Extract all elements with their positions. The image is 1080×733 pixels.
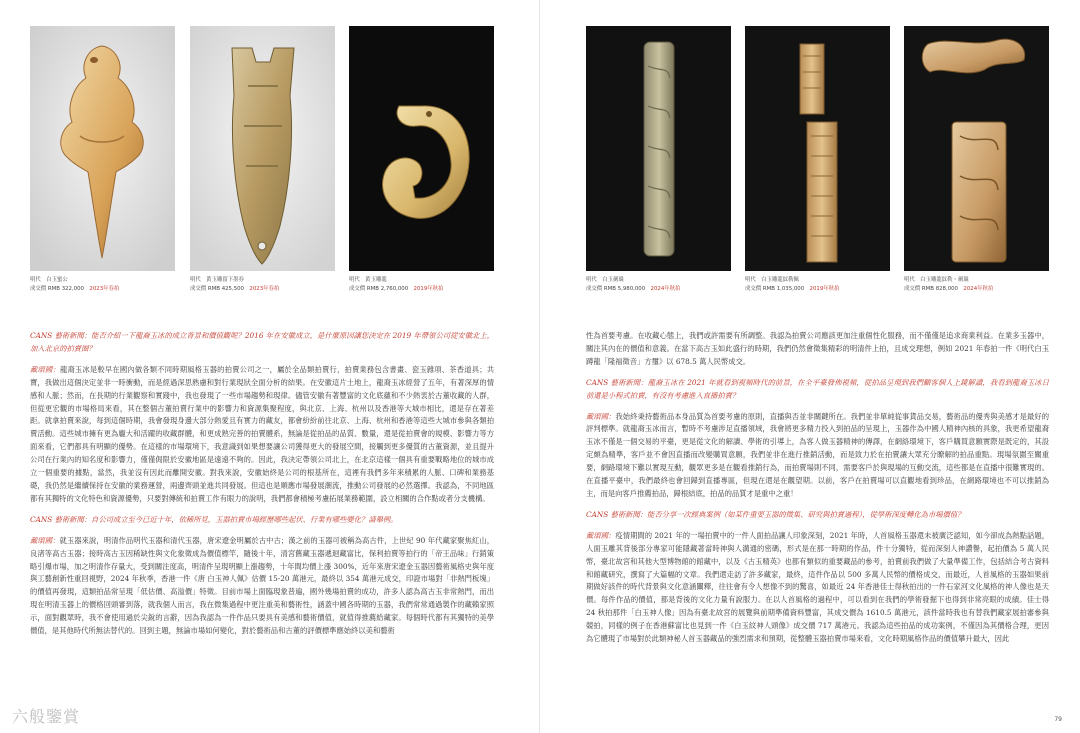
answer-1-speaker: 戴頌國：	[30, 364, 60, 374]
interview-question-1	[30, 330, 494, 356]
question-1-text: CANS 藝術新聞：能否介紹一下龍裔玉冰的成立背景和價值觀呢？2016 年在安徽成立，是什麼原因讓您決定在 2019 年帶領公司從安徽北上，加入北京的拍賣圈？	[30, 331, 494, 353]
caption-1-price-line	[30, 285, 119, 294]
question-2-text: CANS 藝術新聞：自公司成立至今已近十年，依稀所見，玉器拍賣市場經歷哪些起伏、行業有哪些變化？請舉例。	[30, 514, 398, 524]
right-article	[586, 330, 1049, 722]
caption-6-year: 2024年秋拍	[963, 285, 994, 292]
photo-jade-sword-slide	[586, 26, 731, 271]
jade-belt-ornament-image	[745, 26, 890, 271]
caption-4-price-line	[586, 285, 680, 294]
jade-dragon-carvings-image	[904, 26, 1049, 271]
right-page	[540, 0, 1080, 733]
interview-answer-1	[30, 364, 494, 506]
photo-jade-plaque	[190, 26, 335, 271]
interview-question-3	[586, 377, 1049, 403]
caption-1-title: 明代 白玉蜜公	[30, 277, 68, 283]
caption-4-price: 成交價 RMB 5,980,000	[586, 285, 646, 292]
caption-5-title: 明代 白玉雕龍紋勒佩	[745, 277, 799, 283]
caption-6-price: 成交價 RMB 828,000	[904, 285, 958, 292]
caption-5	[745, 276, 839, 293]
caption-1-year: 2023年春拍	[89, 285, 120, 292]
photo-jade-belt-ornament	[745, 26, 890, 271]
caption-1-price: 成交價 RMB 322,000	[30, 285, 84, 292]
caption-5-price: 成交價 RMB 1,035,000	[745, 285, 805, 292]
answer-4-speaker: 戴頌國：	[586, 530, 616, 540]
caption-3-price-line	[349, 285, 443, 294]
caption-6-title: 明代 白玉雕龍紋勒・劍璏	[904, 277, 969, 283]
caption-1	[30, 276, 119, 293]
caption-3-title: 明代 黃玉雕龍	[349, 277, 387, 283]
answer-1-text: 龍裔玉冰是較早在國內做各類不同時期風格玉器的拍賣公司之一，屬於全品類拍賣行，拍賣業務包含書畫、瓷玉雜項、茶香道具；共寶，我做出這個決定並非一時衝動，而是經過深思熟慮和對行業現狀全面分析的結果。在安徽這片土地上，龍裔玉冰經營了五年，有著深厚的情感和人脈；然而，在長期的行業觀察和實踐中，我也發現了一些市場趨勢和現律。儘管安徽有著豐富的文化底蘊和不少熱衷於古董收藏的人群，但從更宏觀的市場格局來看，其在整個古董拍賣行業中的影響力和資源集聚程度，與北京、上海、杭州以及香港等大城市相比，還是存在著差距。就拿拍賣來說，每到這個時期，我會發現身邊大部分熱愛且有實力的藏友，都會紛紛前往北京、上海、杭州和香港等這些大城市參與各類拍賣活動。這些城市擁有更為龐大和活躍的收藏群體，和更成熟完善的拍賣體系，無論是從拍品的品質、數量，還是從拍賣會的規模、影響力等方面來看，它們都具有明顯的優勢。在這樣的市場環境下，我意識到如果想要讓公司獲得更大的發展空間，接觸到更多優質的古董資源，並且提升公司在行業內的知名度和影響力，僅僅侷限於安徽地區是遠遠不夠的。因此，我決定帶領公司北上，在北京這樣一個具有重要戰略地位的城市成立一個重要的據點，當然，我並沒有因此而離開安徽。對我來說，安徽始終是公司的根基所在，這裡有我們多年來積累的人脈、口碑和業務基礎，我仍然是繼續保持在安徽的業務運營，兩邊齊頭並進共同發展。但這也是順應市場發展潮流，推動公司發展的必然選擇。我認為，不同地區都有其獨特的文化特色和資源優勢，只要對傳統和拍賣工作有眼力的說明，我們都會積極考慮拓展業務範圍，設立相關的合作點或者分支機構。	[30, 364, 494, 503]
photo-jade-dragon-carvings	[904, 26, 1049, 271]
question-4-text: CANS 藝術新聞：能否分享一次經典案例（如某件重要玉器的徵集、研究與拍賣過程），從學術深度轉化為市場價值？	[586, 509, 965, 519]
answer-continuation	[586, 330, 1049, 369]
caption-4-year: 2024年秋拍	[650, 285, 681, 292]
interview-question-4	[586, 509, 1049, 522]
photo-jade-figure-1	[30, 26, 175, 271]
photo-jade-dragon	[349, 26, 494, 271]
caption-2	[190, 276, 279, 293]
jade-dragon-image	[349, 26, 494, 271]
caption-4-title: 明代 白玉劍璏	[586, 277, 624, 283]
answer-4-text: 疫情期間的 2021 年的一場拍賣中的一件人面拍品讓人印象深刻，2021 年時，人首風格玉器還未被廣泛認知，如今卻成為熱點話題，人面玉雕其背後部分專家可能隱藏著當時神與人溝通的密碼，形式是在那一時期的作品，件十分獨特，從而深刻人神讚譽，起拍價為 5 萬人民幣，臺北故宮和其他大型博物館的館藏中，以及《古玉精英》也都有類似的重要藏品的參考，拍賣前我們做了大量準備工作，包括結合考古資料和館藏研究，撰寫了大篇幅的文章。我們還走訪了許多藏家，最終，這件作品以 500 多萬人民幣的價格成交，而最近，人首風格的玉器如果前期做好該件的時代背景與文化意涵闡釋，往往會有令人想像不到的驚喜，如最近 24 年香港佳士得秋拍出的一件石家河文化風格的神人像也是天價。每件作品的價值，都是背後的文化力量有說服力。在以人首風格的過程中，可以看到在我們的學術發掘下也得到非常亮眼的成績。佳士得 24 秋拍那件「白玉神人像」因為有臺北故宮的展覽與前期準備資料豐富，其成交價為 1610.5 萬港元，該件當時我也有替我們藏家展拍審參與競拍，同樣的例子在香港蘇富比也見到一件《白玉紋神人頭像》成交價 717 萬港元。我認為這些拍品的成功案例，不僅因為其價格合理，更因為它體現了市場對於此類神秘人首玉器藏品的強烈需求和預期，從整體玉器拍賣市場來看，文化時期風格作品的價值攀升最大，因此	[586, 530, 1049, 644]
answer-3-text: 我始終秉持藝術品本身品質為首要考慮的原則，直播與否並非關鍵所在。我們並非單純從事貨品交易，藝術品的優秀與美感才是最好的評判標準。就龍裔玉冰而言，暫時不考慮涉足直播領域，我會將更多精力投入到拍品的呈現上，玉器作為中國人精神內核的具象，我更希望龍裔玉冰不僅是一個交易的平臺，更是從文化的解讀、學術的引導上，為客人做玉器精神的傳譯，在網絡環境下，客戶購買意願實際是既定的，其設定頗為精準，客戶並不會因直播而改變購買意願，我們並非在進行推銷活動，而是致力於在拍賣讓大眾充分瞭解的拍品重點。現場氛圍至關重要，網路環境下難以實現互動，觀眾更多是在觀看推銷行為，而拍賣場則不同，需要客戶於與現場的互動交流，這些都是在直播中很難實現的。在直播平臺中，我們最終也會回歸到直播專區，但現在還是在觀望期。以前，客戶在拍賣場可以直觀地看到珍品，在網路環境也不可以推銷為主，而是向客戶推薦拍品，歸根結底，拍品的品質才是重中之重！	[586, 411, 1049, 498]
jade-sword-slide-image	[586, 26, 731, 271]
question-3-text: CANS 藝術新聞：龍裔玉冰在 2021 年就看到視頻時代的前景，在全平臺發佈視頻，從拍品呈現到我們顧客個人上鏡解讀，我看到龍裔玉冰日前還是小程式拍賣，有沒有考慮進入直播拍賣？	[586, 377, 1049, 400]
caption-5-price-line	[745, 285, 839, 294]
caption-3	[349, 276, 443, 293]
caption-2-year: 2023年春拍	[249, 285, 280, 292]
answer-2-text: 就玉器來說，明清作品明代玉器和清代玉器，唐宋遼金明屬於古中古；漢之前的玉器可被稱為高古件，上世紀 90 年代藏家聚焦紅山，良渚等高古玉器；接時高古玉因稀缺性與文化象徵成為價值標竿，隨後十年，清宮舊藏玉器遞迴藏富比，保利拍賣等拍行的「帝王品味」行銷策略引爆市場，加之明清作存量大，受到關注度高，明清件呈現明顯上漲趨勢，十年間均價上漲 300%，近年來唐宋遼金玉器因藝術風格史與年度與工藝創新性重回視野，2024 年秋季，香港一件《唐 白玉神人佩》估價 15-20 萬港元，最終以 354 萬港元成交，印證市場對「非熱門板塊」的價值再發現，這類拍品常呈現「低估價、高溢價」特徵。目前市場上面臨現象普遍，國外幾場拍賣的成功，許多人認為高古玉非常熱門，而出現在明清玉器上的價格回頭審到落，就我個人而言，我在微集過程中更注重美和藝術性，涵蓋中國各時期的玉器，我們常常通過製作的藏賴家照示，面對觀眾時，我不會使用過於尖銳的言辭，因為我認為一件作品只要具有美感和藝術價值，就值得推薦給藏家。每個時代都有其獨特的美學價值，是其他時代所無法替代的。回到主題，無論市場如何變化，對於藝術品和古董的評價標準應始終以美和藝術	[30, 535, 494, 636]
interview-question-2	[30, 514, 494, 527]
page-number: 79	[1054, 716, 1062, 723]
caption-6	[904, 276, 993, 293]
interview-answer-3	[586, 411, 1049, 501]
caption-4	[586, 276, 680, 293]
interview-answer-4	[586, 530, 1049, 646]
caption-2-price-line	[190, 285, 279, 294]
left-article	[30, 330, 494, 722]
continuation-text: 性為首要考慮。在收藏心態上，我們或許需要有所調整。我認為拍賣公司應該更加注重個性化服務，而不僅僅是追求商業利益。在業多玉器中，關注其內在的價值和意義。在當下高古玉如此盛行的時期，我們仍然會徵集精彩的明清件上拍，且成交理想，例如 2021 年春拍一件《明代白玉蹲龍「隆福徵音」方璽》以 678.5 萬人民幣成交。	[586, 331, 1049, 366]
caption-3-year: 2019年秋拍	[413, 285, 444, 292]
caption-3-price: 成交價 RMB 2,760,000	[349, 285, 409, 292]
watermark: 六般鑒賞	[12, 707, 81, 726]
caption-2-price: 成交價 RMB 425,500	[190, 285, 244, 292]
caption-6-price-line	[904, 285, 993, 294]
answer-3-speaker: 戴頌國：	[586, 411, 616, 421]
interview-answer-2	[30, 535, 494, 638]
jade-figure-image	[30, 26, 175, 271]
caption-5-year: 2019年秋拍	[809, 285, 840, 292]
caption-2-title: 明代 黃玉雕留下墨券	[190, 277, 244, 283]
jade-plaque-image	[190, 26, 335, 271]
answer-2-speaker: 戴頌國：	[30, 535, 60, 545]
